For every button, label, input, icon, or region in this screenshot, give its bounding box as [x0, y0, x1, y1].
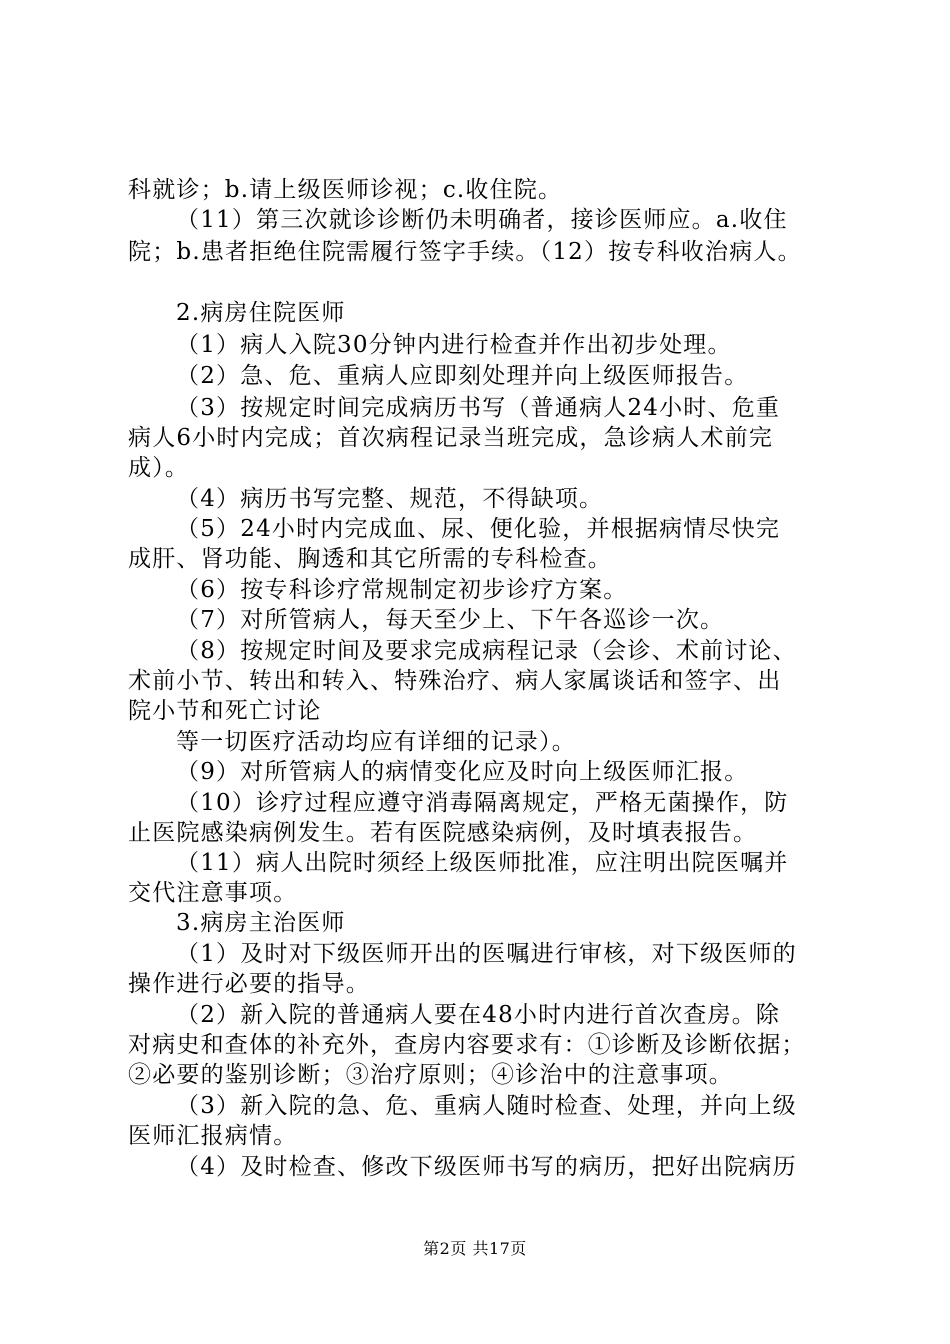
- section-heading: 3.病房主治医师: [176, 910, 346, 936]
- text-line: 等一切医疗活动均应有详细的记录）。: [176, 729, 576, 755]
- section-heading: 2.病房住院医师: [176, 300, 346, 326]
- text-line: （1）及时对下级医师开出的医嘱进行审核，对下级医师的: [176, 941, 797, 967]
- text-line: （11）第三次就诊诊断仍未明确者，接诊医师应。a.收住: [176, 207, 788, 233]
- page-number-footer: 第2页 共17页: [423, 1239, 527, 1258]
- text-line: （9）对所管病人的病情变化应及时向上级医师汇报。: [176, 759, 749, 785]
- text-line: 成肝、肾功能、胸透和其它所需的专科检查。: [128, 546, 612, 572]
- text-line: （8）按规定时间及要求完成病程记录（会诊、术前讨论、: [176, 638, 797, 664]
- text-line: （6）按专科诊疗常规制定初步诊疗方案。: [176, 577, 628, 603]
- text-line: （3）新入院的急、危、重病人随时检查、处理，并向上级: [176, 1093, 797, 1119]
- text-line: 院；b.患者拒绝住院需履行签字手续。（12）按专科收治病人。: [128, 239, 802, 265]
- text-line: 科就诊；b.请上级医师诊视；c.收住院。: [128, 177, 563, 203]
- text-line: 操作进行必要的指导。: [128, 971, 370, 997]
- text-line: （7）对所管病人，每天至少上、下午各巡诊一次。: [176, 607, 725, 633]
- text-line: 止医院感染病例发生。若有医院感染病例，及时填表报告。: [128, 820, 758, 846]
- text-line: 术前小节、转出和转入、特殊治疗、病人家属谈话和签字、出: [128, 668, 782, 694]
- text-line: （4）病历书写完整、规范，不得缺项。: [176, 486, 604, 512]
- text-line: （4）及时检查、修改下级医师书写的病历，把好出院病历: [176, 1154, 797, 1180]
- text-line: （2）新入院的普通病人要在48小时内进行首次查房。除: [176, 1002, 781, 1028]
- text-line: 病人6小时内完成；首次病程记录当班完成，急诊病人术前完: [128, 425, 774, 451]
- text-line: ②必要的鉴别诊断；③治疗原则；④诊治中的注意事项。: [128, 1062, 733, 1088]
- text-line: 医师汇报病情。: [128, 1123, 298, 1149]
- text-line: 对病史和查体的补充外，查房内容要求有：①诊断及诊断依据；: [128, 1032, 806, 1058]
- text-line: （2）急、危、重病人应即刻处理并向上级医师报告。: [176, 363, 749, 389]
- text-line: （11）病人出院时须经上级医师批准，应注明出院医嘱并: [176, 850, 789, 876]
- text-line: （5）24小时内完成血、尿、便化验，并根据病情尽快完: [176, 516, 781, 542]
- text-line: 成）。: [128, 455, 190, 481]
- text-line: （1）病人入院30分钟内进行检查并作出初步处理。: [176, 332, 732, 358]
- text-line: （10）诊疗过程应遵守消毒隔离规定，严格无菌操作，防: [176, 790, 789, 816]
- text-line: 交代注意事项。: [128, 880, 298, 906]
- text-line: （3）按规定时间完成病历书写（普通病人24小时、危重: [176, 395, 781, 421]
- text-line: 院小节和死亡讨论: [128, 698, 322, 724]
